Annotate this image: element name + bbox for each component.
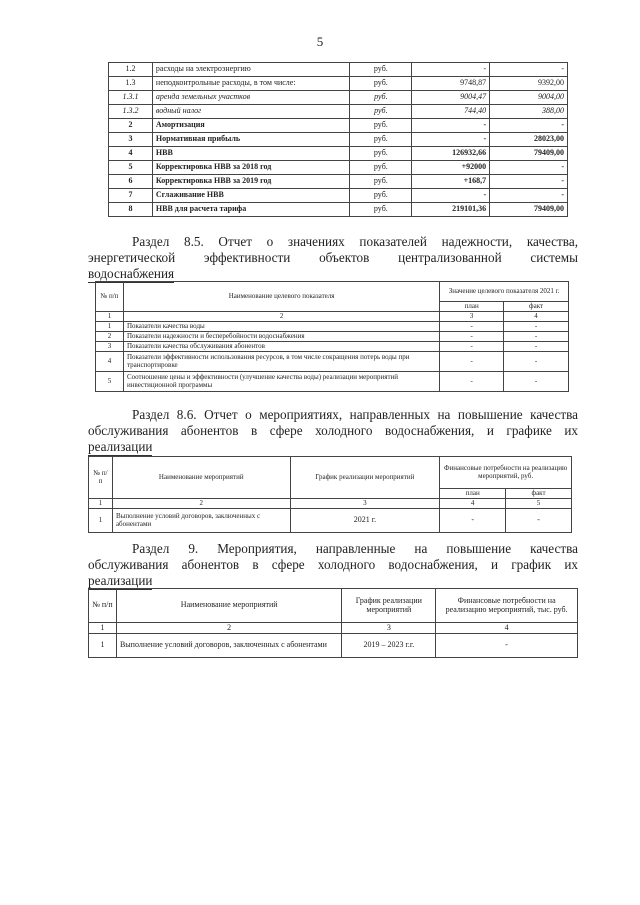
row-unit: руб. xyxy=(350,161,412,175)
row-fact-value: - xyxy=(490,189,568,203)
row-name: Показатели надежности и бесперебойности водоснабжения xyxy=(123,332,439,342)
col-name-header: Наименование мероприятий xyxy=(116,589,341,623)
col-value-header: Значение целевого показателя 2021 г. xyxy=(440,282,569,302)
table-row xyxy=(109,105,568,119)
row-fact-value: - xyxy=(504,342,569,352)
col-fact-header: факт xyxy=(506,489,572,499)
col-num-header: № п/п xyxy=(89,589,117,623)
table-row: 1 Выполнение условий договоров, заключенных с абонентами 2019 – 2023 г.г. - xyxy=(89,634,578,658)
row-name: аренда земельных участков xyxy=(152,91,350,105)
table-row xyxy=(109,119,568,133)
row-fact-value: 79409,00 xyxy=(490,147,568,161)
col-plan-header: план xyxy=(440,302,504,312)
row-fact-value: 9004,00 xyxy=(490,91,568,105)
col-plan-header: план xyxy=(440,489,506,499)
row-fact-value: - xyxy=(490,119,568,133)
row-unit: руб. xyxy=(350,175,412,189)
row-plan-value: 219101,36 xyxy=(412,203,490,217)
row-fact-value: - xyxy=(490,175,568,189)
table-row xyxy=(109,63,568,77)
table-row xyxy=(109,133,568,147)
row-name: Показатели эффективности использования ресурсов, в том числе сокращения потерь воды при транспортировке xyxy=(123,352,439,372)
row-plan-value: - xyxy=(412,119,490,133)
row-number: 1.2 xyxy=(109,63,153,77)
row-name: Нормативная прибыль xyxy=(152,133,350,147)
row-plan-value: - xyxy=(440,322,504,332)
row-fact-value: - xyxy=(490,63,568,77)
row-name: Корректировка НВВ за 2019 год xyxy=(152,175,350,189)
col-finance-header: Финансовые потребности на реализацию мероприятий, руб. xyxy=(440,457,572,489)
indicators-table xyxy=(95,281,569,392)
table-row xyxy=(96,352,569,372)
row-name: НВВ для расчета тарифа xyxy=(152,203,350,217)
row-unit: руб. xyxy=(350,105,412,119)
col-fact-header: факт xyxy=(504,302,569,312)
row-name: Амортизация xyxy=(152,119,350,133)
table-row xyxy=(109,189,568,203)
row-unit: руб. xyxy=(350,147,412,161)
row-plan-value: - xyxy=(440,342,504,352)
row-number: 3 xyxy=(109,133,153,147)
row-name: Соотношение цены и эффективности (улучшение качества воды) реализации мероприятий инвестиционной программы xyxy=(123,372,439,392)
table-row xyxy=(109,161,568,175)
measures-report-table xyxy=(88,456,572,533)
table-row xyxy=(109,77,568,91)
section-8-6-heading: Раздел 8.6. Отчет о мероприятиях, направленных на повышение качества обслуживания абонентов в сфере холодного водоснабжения, и графике их реализации xyxy=(88,407,578,454)
table-row: 1 Выполнение условий договоров, заключенных с абонентами 2021 г. - - xyxy=(89,509,572,533)
row-plan-value: - xyxy=(412,133,490,147)
table-row xyxy=(96,342,569,352)
row-unit: руб. xyxy=(350,63,412,77)
row-number: 4 xyxy=(109,147,153,161)
row-fact-value: - xyxy=(504,372,569,392)
row-unit: руб. xyxy=(350,91,412,105)
col-num-header: № п/п xyxy=(96,282,124,312)
row-name: Сглаживание НВВ xyxy=(152,189,350,203)
row-unit: руб. xyxy=(350,119,412,133)
table-row xyxy=(109,203,568,217)
row-name: Корректировка НВВ за 2018 год xyxy=(152,161,350,175)
row-number: 1.3 xyxy=(109,77,153,91)
section-9-heading: Раздел 9. Мероприятия, направленные на повышение качества обслуживания абонентов в сфере холодного водоснабжения, и график их реализации xyxy=(88,541,578,588)
col-name-header: Наименование мероприятий xyxy=(112,457,290,499)
row-unit: руб. xyxy=(350,77,412,91)
row-fact-value: 28023,00 xyxy=(490,133,568,147)
row-fact-value: 9392,00 xyxy=(490,77,568,91)
table-row xyxy=(96,372,569,392)
row-fact-value: 79409,00 xyxy=(490,203,568,217)
col-finance-header: Финансовые потребности на реализацию мероприятий, тыс. руб. xyxy=(436,589,578,623)
row-name: Показатели качества обслуживания абонентов xyxy=(123,342,439,352)
row-name: неподконтрольные расходы, в том числе: xyxy=(152,77,350,91)
col-schedule-header: График реализации мероприятий xyxy=(290,457,440,499)
row-unit: руб. xyxy=(350,203,412,217)
row-plan-value: +92000 xyxy=(412,161,490,175)
row-fact-value: 388,00 xyxy=(490,105,568,119)
row-unit: руб. xyxy=(350,189,412,203)
column-numbers-row: 1 2 3 4 5 xyxy=(89,499,572,509)
row-plan-value: - xyxy=(440,352,504,372)
section-8-5-heading: Раздел 8.5. Отчет о значениях показателей надежности, качества, энергетической эффективности объектов централизованной системы водоснабжения xyxy=(88,234,578,281)
row-plan-value: 9004,47 xyxy=(412,91,490,105)
row-name: НВВ xyxy=(152,147,350,161)
row-fact-value: - xyxy=(490,161,568,175)
row-name: водный налог xyxy=(152,105,350,119)
table-row xyxy=(96,332,569,342)
table-row xyxy=(109,147,568,161)
row-plan-value: +168,7 xyxy=(412,175,490,189)
row-number: 1.3.2 xyxy=(109,105,153,119)
row-name: Показатели качества воды xyxy=(123,322,439,332)
row-number: 7 xyxy=(109,189,153,203)
row-number: 2 xyxy=(109,119,153,133)
row-number: 3 xyxy=(96,342,124,352)
row-fact-value: - xyxy=(504,332,569,342)
table-row xyxy=(109,175,568,189)
tariff-table xyxy=(108,62,568,217)
row-number: 5 xyxy=(109,161,153,175)
row-number: 1 xyxy=(96,322,124,332)
col-name-header: Наименование целевого показателя xyxy=(123,282,439,312)
row-name: расходы на электроэнергию xyxy=(152,63,350,77)
row-plan-value: - xyxy=(412,189,490,203)
row-plan-value: - xyxy=(440,372,504,392)
row-number: 6 xyxy=(109,175,153,189)
measures-plan-table xyxy=(88,588,578,658)
row-plan-value: - xyxy=(412,63,490,77)
row-fact-value: - xyxy=(504,352,569,372)
column-numbers-row: 1 2 3 4 xyxy=(96,312,569,322)
row-plan-value: 744,40 xyxy=(412,105,490,119)
column-numbers-row: 1 2 3 4 xyxy=(89,623,578,634)
row-number: 8 xyxy=(109,203,153,217)
row-number: 1.3.1 xyxy=(109,91,153,105)
row-number: 4 xyxy=(96,352,124,372)
row-number: 5 xyxy=(96,372,124,392)
row-plan-value: 126932,66 xyxy=(412,147,490,161)
page-number: 5 xyxy=(316,34,324,49)
row-plan-value: 9748,87 xyxy=(412,77,490,91)
row-fact-value: - xyxy=(504,322,569,332)
row-unit: руб. xyxy=(350,133,412,147)
col-num-header: № п/п xyxy=(89,457,113,499)
row-number: 2 xyxy=(96,332,124,342)
table-row xyxy=(109,91,568,105)
table-row xyxy=(96,322,569,332)
row-plan-value: - xyxy=(440,332,504,342)
col-schedule-header: График реализации мероприятий xyxy=(342,589,436,623)
